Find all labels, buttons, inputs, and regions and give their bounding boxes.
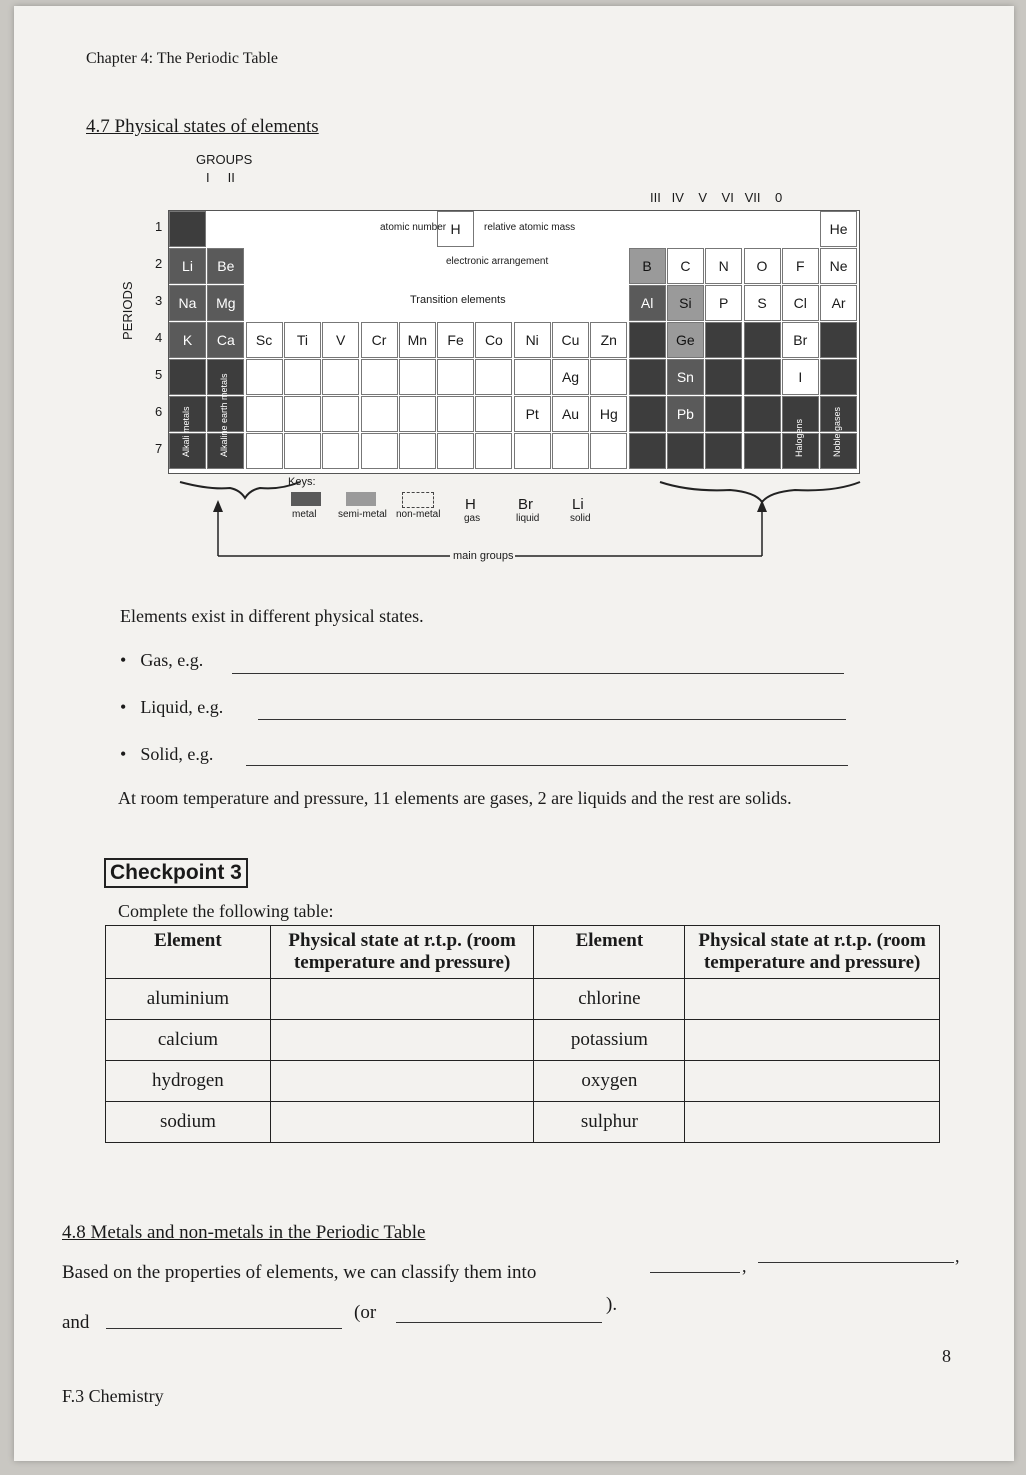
table-cell-empty (475, 396, 512, 432)
liquid-answer-line[interactable] (258, 719, 846, 720)
gas-bullet: • Gas, e.g. (120, 650, 203, 671)
key-nonmetal: non-metal (396, 509, 441, 520)
table-cell-empty (399, 396, 436, 432)
element-i: I (782, 359, 819, 395)
element-ca: Ca (207, 322, 244, 358)
element-c: C (667, 248, 704, 284)
element-he: He (820, 211, 857, 247)
header-element-right: Element (534, 926, 685, 979)
table-cell-empty (629, 396, 666, 432)
element-cl: Cl (782, 285, 819, 321)
header-element-left: Element (106, 926, 271, 979)
key-liquid-symbol: Br (518, 496, 533, 513)
table-cell-empty (361, 433, 398, 469)
main-groups-label: main groups (453, 550, 514, 562)
table-cell-empty (246, 396, 283, 432)
electronic-label: electronic arrangement (446, 256, 549, 267)
alkaline-label: Alkaline earth metals (219, 373, 230, 457)
table-cell-empty (629, 322, 666, 358)
table-cell-empty (590, 433, 627, 469)
states-intro: Elements exist in different physical states. (120, 606, 424, 626)
table-cell-empty (284, 433, 321, 469)
keys-label: Keys: (288, 476, 316, 488)
element-au: Au (552, 396, 589, 432)
section-title-4-8: 4.8 Metals and non-metals in the Periodic Table (62, 1222, 426, 1243)
table-cell-empty (361, 396, 398, 432)
element-ni: Ni (514, 322, 551, 358)
state-answer-cell[interactable] (270, 1020, 534, 1061)
period-number: 6 (155, 404, 163, 419)
element-si: Si (667, 285, 704, 321)
table-row (106, 979, 940, 1020)
group-numerals-left: I II (206, 170, 235, 185)
transition-label: Transition elements (410, 294, 506, 306)
periodic-table (155, 210, 860, 474)
table-cell-empty (399, 433, 436, 469)
key-liquid: liquid (516, 513, 540, 524)
noble-label: Noble gases (832, 406, 843, 457)
element-cell: calcium (106, 1020, 271, 1061)
table-cell-empty (705, 322, 742, 358)
element-cell: potassium (534, 1020, 685, 1061)
element-o: O (744, 248, 781, 284)
element-na: Na (169, 285, 206, 321)
alkali-label: Alkali metals (181, 406, 191, 457)
element-co: Co (475, 322, 512, 358)
chapter-header: Chapter 4: The Periodic Table (86, 50, 279, 67)
element-b: B (629, 248, 666, 284)
key-metal: metal (292, 509, 317, 520)
solid-bullet: • Solid, e.g. (120, 744, 213, 765)
relative-mass-label: relative atomic mass (484, 222, 576, 233)
period-number: 7 (155, 441, 163, 456)
checkpoint-title: Checkpoint 3 (104, 858, 248, 888)
element-hg: Hg (590, 396, 627, 432)
element-f: F (782, 248, 819, 284)
blank-1[interactable] (650, 1272, 740, 1273)
table-cell-empty (705, 359, 742, 395)
element-fe: Fe (437, 322, 474, 358)
key-gas: gas (464, 513, 481, 524)
element-ag: Ag (552, 359, 589, 395)
element-mn: Mn (399, 322, 436, 358)
element-al: Al (629, 285, 666, 321)
table-cell-empty (322, 359, 359, 395)
table-cell-empty (820, 359, 857, 395)
element-li: Li (169, 248, 206, 284)
period-number: 5 (155, 367, 163, 382)
element-ge: Ge (667, 322, 704, 358)
section-title-4-7: 4.7 Physical states of elements (86, 116, 319, 137)
state-answer-cell[interactable] (685, 979, 940, 1020)
element-ar: Ar (820, 285, 857, 321)
table-cell-empty (169, 359, 206, 395)
element-br: Br (782, 322, 819, 358)
table-row (106, 1061, 940, 1102)
halogens-label: Halogens (793, 418, 804, 457)
element-be: Be (207, 248, 244, 284)
period-number: 2 (155, 256, 163, 271)
comma-2: , (955, 1246, 960, 1266)
classify-sentence: Based on the properties of elements, we can classify them into (62, 1262, 537, 1283)
table-cell-empty (322, 433, 359, 469)
table-cell-empty (629, 359, 666, 395)
main-groups-bracket (170, 470, 870, 570)
table-cell-empty (437, 359, 474, 395)
table-cell-empty (322, 396, 359, 432)
table-cell-empty (399, 359, 436, 395)
key-semimetal: semi-metal (338, 509, 387, 520)
states-summary: At room temperature and pressure, 11 elements are gases, 2 are liquids and the rest are solids. (118, 788, 792, 808)
table-cell-empty (705, 396, 742, 432)
table-cell-empty (744, 433, 781, 469)
table-cell-empty (667, 433, 704, 469)
element-mg: Mg (207, 285, 244, 321)
checkpoint-instruction: Complete the following table: (118, 901, 334, 921)
element-sn: Sn (667, 359, 704, 395)
element-v: V (322, 322, 359, 358)
table-cell-empty (475, 359, 512, 395)
table-cell-empty (590, 359, 627, 395)
table-row (106, 1102, 940, 1143)
liquid-bullet: • Liquid, e.g. (120, 697, 223, 718)
element-ti: Ti (284, 322, 321, 358)
element-pb: Pb (667, 396, 704, 432)
state-answer-cell[interactable] (270, 1061, 534, 1102)
atomic-number-label: atomic number (380, 222, 447, 233)
element-cell: sulphur (534, 1102, 685, 1143)
state-answer-cell[interactable] (685, 1061, 940, 1102)
element-cr: Cr (361, 322, 398, 358)
element-sc: Sc (246, 322, 283, 358)
table-cell-empty (744, 396, 781, 432)
period-number: 1 (155, 219, 163, 234)
table-cell-empty (361, 359, 398, 395)
table-cell-empty (169, 211, 206, 247)
element-pt: Pt (514, 396, 551, 432)
element-ne: Ne (820, 248, 857, 284)
table-cell-empty (475, 433, 512, 469)
state-answer-cell[interactable] (685, 1102, 940, 1143)
table-cell-empty (705, 433, 742, 469)
checkpoint-table (105, 925, 940, 1143)
element-cell: oxygen (534, 1061, 685, 1102)
and-label: and (62, 1312, 90, 1333)
groups-label: GROUPS (196, 152, 253, 167)
header-state-right: Physical state at r.t.p. (room temperature and pressure) (685, 926, 940, 979)
table-cell-empty (246, 359, 283, 395)
comma-1: , (742, 1256, 747, 1276)
element-cell: sodium (106, 1102, 271, 1143)
periods-label: PERIODS (120, 281, 135, 340)
table-cell-empty (284, 396, 321, 432)
table-cell-empty (514, 433, 551, 469)
state-answer-cell[interactable] (685, 1020, 940, 1061)
close-paren: ). (606, 1294, 618, 1315)
solid-answer-line[interactable] (246, 765, 848, 766)
element-p: P (705, 285, 742, 321)
element-h: H (437, 211, 474, 247)
or-label: (or (354, 1302, 377, 1323)
blank-3[interactable] (106, 1328, 342, 1329)
table-row (106, 1020, 940, 1061)
table-cell-empty (437, 396, 474, 432)
footer-subject: F.3 Chemistry (62, 1386, 164, 1406)
element-cell: hydrogen (106, 1061, 271, 1102)
table-cell-empty (629, 433, 666, 469)
table-cell-empty (744, 322, 781, 358)
table-cell-empty (437, 433, 474, 469)
header-state-left: Physical state at r.t.p. (room temperature and pressure) (270, 926, 534, 979)
key-solid-symbol: Li (572, 496, 584, 513)
group-numerals-right: III IV V VI VII 0 (650, 190, 783, 205)
element-cu: Cu (552, 322, 589, 358)
key-gas-symbol: H (465, 496, 476, 513)
state-answer-cell[interactable] (270, 979, 534, 1020)
key-solid: solid (570, 513, 591, 524)
blank-4[interactable] (396, 1322, 602, 1323)
table-cell-empty (744, 359, 781, 395)
gas-answer-line[interactable] (232, 673, 844, 674)
table-cell-empty (246, 433, 283, 469)
element-cell: aluminium (106, 979, 271, 1020)
table-cell-empty (820, 322, 857, 358)
table-cell-empty (284, 359, 321, 395)
element-n: N (705, 248, 742, 284)
state-answer-cell[interactable] (270, 1102, 534, 1143)
blank-2[interactable] (758, 1262, 954, 1263)
period-number: 4 (155, 330, 163, 345)
element-k: K (169, 322, 206, 358)
element-zn: Zn (590, 322, 627, 358)
table-cell-empty (514, 359, 551, 395)
page-number: 8 (942, 1346, 951, 1366)
table-cell-empty (552, 433, 589, 469)
element-cell: chlorine (534, 979, 685, 1020)
period-number: 3 (155, 293, 163, 308)
element-s: S (744, 285, 781, 321)
